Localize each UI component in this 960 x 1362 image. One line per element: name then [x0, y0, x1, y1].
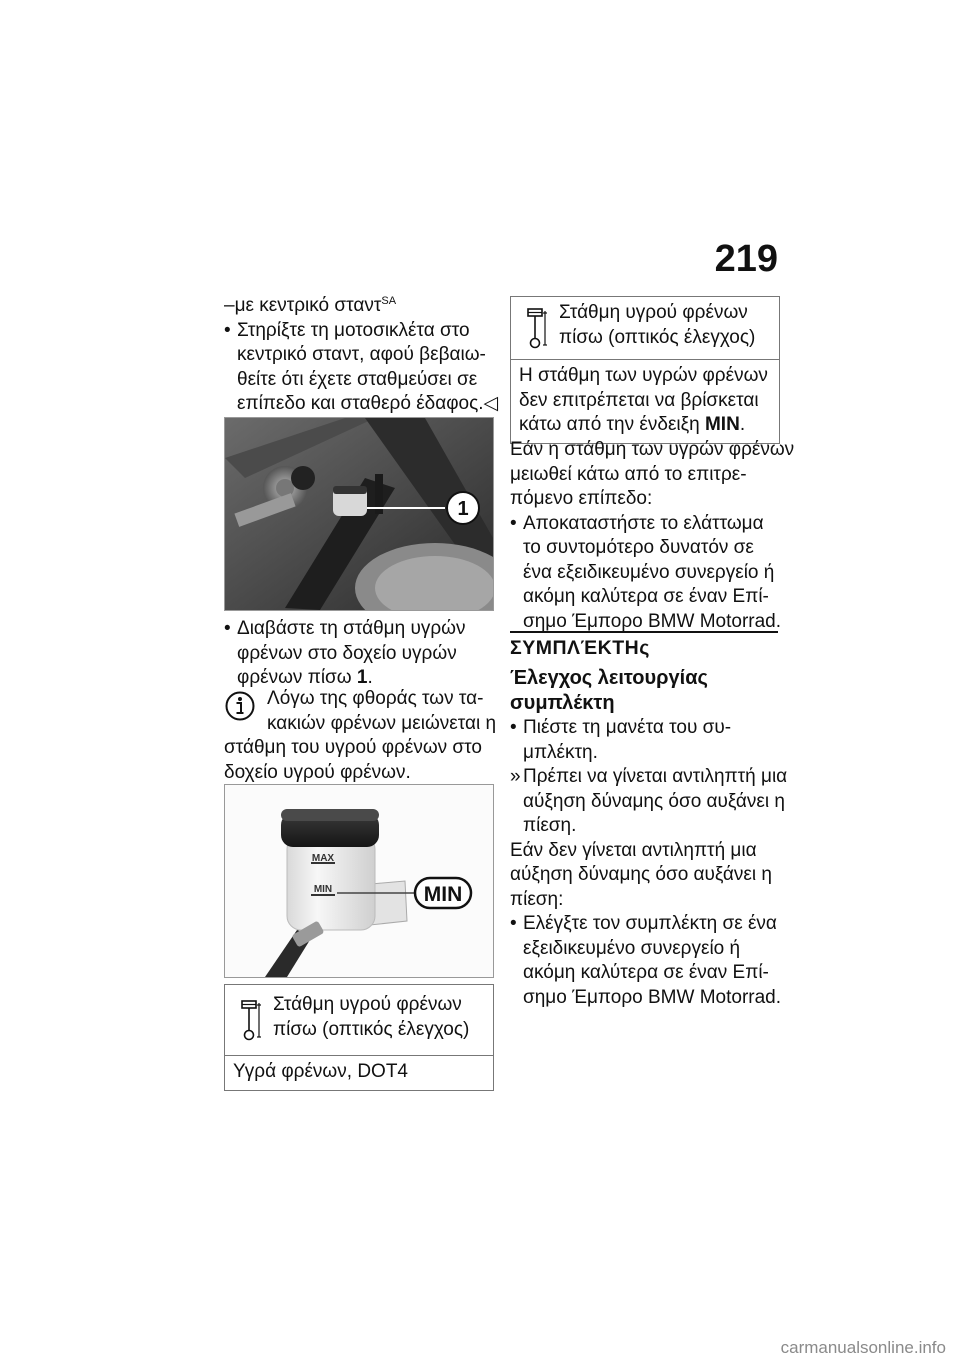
step-line: επίπεδο και σταθερό έδαφος.◁ [237, 393, 499, 414]
result-marker: » [510, 766, 521, 787]
step-line: φρένων στο δοχείο υγρών [237, 642, 457, 664]
spec-box-fluid-type [224, 984, 494, 1091]
info-note [224, 687, 496, 785]
page-number: 219 [714, 238, 778, 280]
left-column [224, 294, 499, 417]
bullet: • [510, 913, 517, 934]
section-title: ΣΥΜΠΛΈΚΤΗς [510, 637, 650, 659]
reservoir-min-max-photo [224, 784, 494, 978]
right-column [510, 438, 795, 634]
spec-value: Η στάθμη των υγρών φρένων δεν επιτρέπεται να βρίσκεται κάτω από την ένδειξη MIN. [519, 365, 768, 435]
step-line: μπλέκτη. [523, 741, 598, 763]
step-line: Στηρίξτε τη μοτοσικλέτα στο [237, 319, 470, 341]
bullet: • [510, 717, 517, 738]
watermark: carmanualsonline.info [780, 1338, 946, 1357]
result-line: αύξηση δύναμης όσο αυξάνει η [523, 790, 785, 812]
result-line: Πρέπει να γίνεται αντιληπτή μια [523, 766, 788, 787]
note-line: στάθμη του υγρού φρένων στο [224, 737, 482, 758]
step-line: σημο Έμπορο BMW Motorrad. [523, 610, 782, 632]
intro-text: με κεντρικό σταντ [234, 295, 382, 316]
reservoir-illustration [225, 785, 493, 977]
step-fix-defect [510, 512, 780, 635]
step-line: κεντρικό σταντ, αφού βεβαιω- [237, 344, 486, 365]
step-line: φρένων πίσω 1. [237, 667, 373, 688]
spec-box-min-level [510, 296, 780, 444]
min-marking: MIN [313, 884, 333, 895]
step-press-lever [510, 716, 780, 765]
step-line: ακόμη καλύτερα σε έναν Επί- [523, 962, 769, 983]
step-line: σημο Έμπορο BMW Motorrad. [523, 986, 782, 1008]
step-line: Διαβάστε τη στάθμη υγρών [237, 618, 466, 639]
dash: – [224, 295, 235, 316]
bullet: • [224, 319, 231, 341]
max-marking: MAX [311, 853, 335, 864]
section-divider [510, 631, 778, 633]
step-line: το συντομότερο δυνατόν σε [523, 537, 754, 558]
clutch-section [510, 666, 788, 1010]
step-line: Πιέστε τη μανέτα του συ- [523, 717, 732, 738]
paragraph-low-level: Εάν η στάθμη των υγρών φρένων μειωθεί κάτω από το επιτρε- πόμενο επίπεδο: [510, 439, 795, 509]
subheading: Έλεγχος λειτουργίας συμπλέκτη [510, 667, 708, 714]
spec-header [225, 985, 493, 1056]
paragraph-no-force: Εάν δεν γίνεται αντιληπτή μια αύξηση δύναμης όσο αυξάνει η πίεση: [510, 839, 772, 910]
min-callout: MIN [423, 883, 463, 906]
fluid-level-gauge-icon [525, 305, 551, 351]
spec-title: Στάθμη υγρού φρένων πίσω (οπτικός έλεγχος) [273, 994, 470, 1040]
motorcycle-photo-illustration [225, 418, 493, 610]
expected-result [510, 765, 788, 839]
spec-title: Στάθμη υγρού φρένων πίσω (οπτικός έλεγχος) [559, 302, 756, 348]
intro-line [224, 294, 496, 319]
step-line: θείτε ότι έχετε σταθμεύσει σε [237, 368, 478, 390]
step-line: ακόμη καλύτερα σε έναν Επί- [523, 586, 769, 607]
sa-superscript: SA [381, 295, 397, 307]
fluid-level-gauge-icon [239, 997, 265, 1043]
bullet: • [224, 618, 231, 639]
note-line: δοχείο υγρού φρένων. [224, 761, 411, 783]
min-reference: MIN [704, 414, 740, 435]
bullet: • [510, 512, 517, 534]
step-line: Ελέγξτε τον συμπλέκτη σε ένα [523, 913, 777, 934]
step-read-level [224, 617, 496, 691]
step-line: εξειδικευμένο συνεργείο ή [523, 937, 741, 959]
spec-value: Υγρά φρένων, DOT4 [233, 1061, 408, 1082]
reference-number: 1 [356, 667, 368, 688]
note-line: Λόγω της φθοράς των τα- [267, 688, 484, 709]
result-line: πίεση. [523, 815, 577, 836]
spec-header [511, 297, 779, 360]
callout-number: 1 [457, 498, 469, 520]
note-line: κακιών φρένων μειώνεται η [267, 712, 497, 734]
brake-reservoir-photo [224, 417, 494, 611]
step-support-bike [224, 319, 499, 417]
left-column-lower [224, 617, 496, 691]
step-line: ένα εξειδικευμένο συνεργείο ή [523, 561, 775, 583]
step-line: Αποκαταστήστε το ελάττωμα [523, 512, 764, 534]
step-check-clutch [510, 912, 780, 1010]
